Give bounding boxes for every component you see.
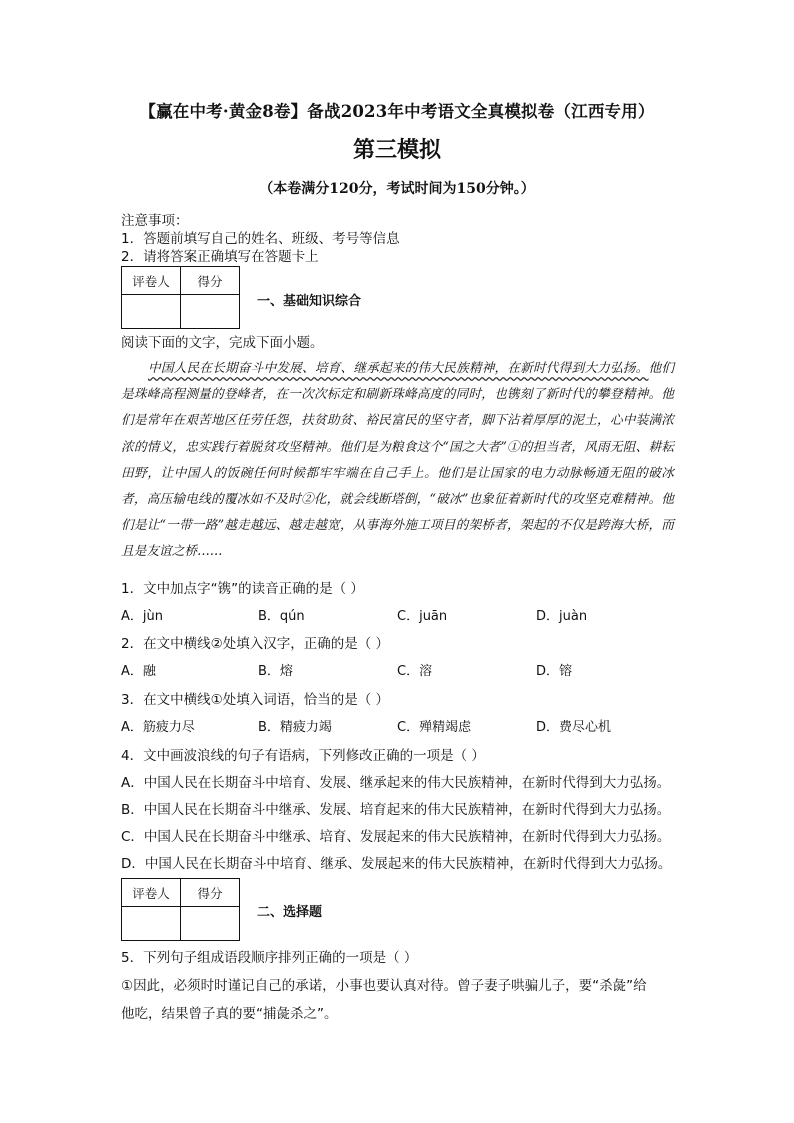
q5-sentence-1-line-2: 他吃，结果曾子真的要“捕彘杀之”。 <box>121 1006 338 1022</box>
q4-option-b: B．中国人民在长期奋斗中继承、发展、培育起来的伟大民族精神，在新时代得到大力弘扬。 <box>121 802 671 818</box>
question-1-stem: 1．文中加点字“镌”的读音正确的是（ ） <box>121 581 364 597</box>
q4-option-c: C．中国人民在长期奋斗中继承、培育、发展起来的伟大民族精神，在新时代得到大力弘扬。 <box>121 829 671 845</box>
q2-option-a: A．融 <box>121 664 156 679</box>
q2-option-b: B．熔 <box>258 664 293 679</box>
passage-body: 他们是珠峰高程测量的登峰者，在一次次标定和刷新珠峰高度的同时，也镌刻了新时代的攀登精神。他们是常年在艰苦地区任劳任怨，扶贫助贫、裕民富民的坚守者，脚下沾着厚厚的泥土，心中装满浓浓的情义，忠实践行着脱贫攻坚精神。他们是为粮食这个“国之大者”①的担当者，风雨无阻、耕耘田野，让中国人的饭碗任何时候都牢牢端在自己手上。他们是让国家的电力动脉畅通无阻的破冰者，高压输电线的覆冰如不及时②化，就会线断塔倒，“破冰”也象征着新时代的攻坚克难精神。他们是让“一带一路”越走越远、越走越宽，从事海外施工项目的架桥者，架起的不仅是跨海大桥，而且是友谊之桥…… <box>121 360 675 559</box>
q4-option-a: A．中国人民在长期奋斗中培育、发展、继承起来的伟大民族精神，在新时代得到大力弘扬。 <box>121 775 671 791</box>
question-3-stem: 3．在文中横线①处填入词语，恰当的是（ ） <box>121 692 389 708</box>
grader-cell <box>122 907 181 941</box>
score-box-score-label: 得分 <box>181 879 240 907</box>
q3-option-c: C．殚精竭虑 <box>397 720 472 735</box>
note-item-1: 1．答题前填写自己的姓名、班级、考号等信息 <box>121 231 400 247</box>
question-4-stem: 4．文中画波浪线的句子有语病，下列修改正确的一项是（ ） <box>121 748 485 764</box>
score-box-grader-label: 评卷人 <box>122 879 181 907</box>
reading-passage <box>121 355 674 565</box>
section-2-title: 二、选择题 <box>257 905 323 920</box>
q1-option-b: B．qún <box>258 609 305 624</box>
section-1-title: 一、基础知识综合 <box>257 294 362 309</box>
exam-meta: （本卷满分120分，考试时间为150分钟。） <box>259 181 535 197</box>
q4-option-d: D．中国人民在长期奋斗中培育、继承、发展起来的伟大民族精神，在新时代得到大力弘扬。 <box>121 856 672 872</box>
q2-option-d: D．镕 <box>536 664 573 679</box>
score-cell <box>181 295 240 329</box>
score-box-grader-label: 评卷人 <box>122 267 181 295</box>
score-box-score-label: 得分 <box>181 267 240 295</box>
q3-option-a: A．筋疲力尽 <box>121 720 195 735</box>
note-item-2: 2．请将答案正确填写在答题卡上 <box>121 249 319 265</box>
grader-cell <box>122 295 181 329</box>
score-box-2 <box>121 878 240 941</box>
score-box-1 <box>121 266 240 329</box>
score-cell <box>181 907 240 941</box>
q5-sentence-1-line-1: ①因此，必须时时谨记自己的承诺，小事也要认真对待。曾子妻子哄骗儿子，要“杀彘”给 <box>121 978 647 994</box>
q1-option-c: C．juān <box>397 609 448 624</box>
wavy-sentence: 中国人民在长期奋斗中发展、培育、继承起来的伟大民族精神，在新时代得到大力弘扬。 <box>148 360 649 375</box>
q1-option-a: A．jùn <box>121 609 163 624</box>
document-subtitle: 第三模拟 <box>352 137 441 163</box>
reading-instruction: 阅读下面的文字，完成下面小题。 <box>121 335 324 351</box>
q2-option-c: C．溶 <box>397 664 433 679</box>
q3-option-b: B．精疲力竭 <box>258 720 332 735</box>
question-2-stem: 2．在文中横线②处填入汉字，正确的是（ ） <box>121 636 389 652</box>
q1-option-d: D．juàn <box>536 609 588 624</box>
question-5-stem: 5．下列句子组成语段顺序排列正确的一项是（ ） <box>121 950 418 966</box>
notes-heading: 注意事项： <box>121 213 189 229</box>
q3-option-d: D．费尽心机 <box>536 720 612 735</box>
document-title: 【赢在中考·黄金8卷】备战2023年中考语文全真模拟卷（江西专用） <box>139 102 655 121</box>
